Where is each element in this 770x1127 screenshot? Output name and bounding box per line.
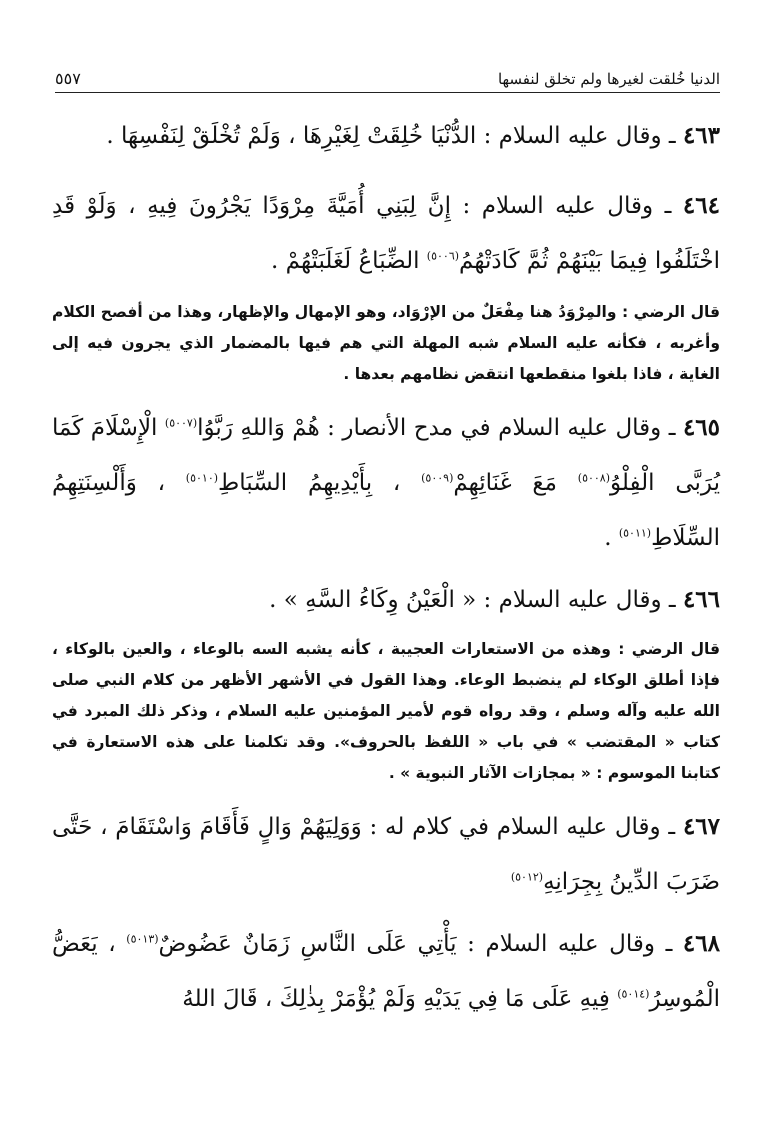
saying-text: ، بِأَيْدِيهِمُ السِّبَاطِ [218,470,422,496]
footnote-marker: (٥٠٠٧) [164,416,198,430]
saying-text: ، يَعَضُّ الْمُوسِرُ [52,931,720,1012]
footnote-marker: (٥٠٠٦) [426,249,460,263]
number-separator: ـ [653,193,683,219]
saying-463 [52,108,720,164]
footnote-marker: (٥٠١١) [618,526,652,540]
saying-text: وقال عليه السلام في كلام له : وَوَلِيَهُمْ وَالٍ فَأَقَامَ وَاسْتَقَامَ ، حَتَّى ضَرَبَ الدِّينُ بِجِرَانِهِ [52,814,720,895]
saying-number: ٤٦٤ [682,192,720,219]
saying-number: ٤٦٧ [682,813,720,840]
saying-text: الْإِسْلَامَ كَمَا يُرَبَّى الْفِلْوُ [52,415,720,496]
number-separator: ـ [661,123,683,149]
saying-text: وقال عليه السلام : إِنَّ لِبَنِي أُمَيَّةَ مِرْوَدًا يَجْرُونَ فِيهِ ، وَلَوْ قَدِ اخْتَلَفُوا فِيمَا بَيْنَهُمْ ثُمَّ كَادَتْهُمُ [52,193,720,274]
saying-text: وقال عليه السلام : يَأْتِي عَلَى النَّاسِ زَمَانٌ عَضُوضٌ [158,931,655,957]
footnote-marker: (٥٠١٣) [126,932,159,946]
saying-text: الضِّبَاعُ لَغَلَبَتْهُمْ . [271,248,427,274]
footnote-marker: (٥٠٠٨) [577,471,611,485]
footnote-marker: (٥٠٠٩) [421,471,454,485]
footnote-marker: (٥٠١٤) [617,987,650,1001]
saying-text: وقال عليه السلام : « الْعَيْنُ وِكَاءُ السَّهِ » . [269,587,662,613]
number-separator: ـ [654,931,683,957]
saying-text: مَعَ غَنَائِهِمْ [453,470,578,496]
saying-number: ٤٦٥ [682,414,720,441]
number-separator: ـ [660,814,683,840]
commentary-note: قال الرضي : والمِرْوَدُ هنا مِفْعَلٌ من الإرْوَاد، وهو الإمهال والإظهار، وهذا من أفصح الكلام وأغربه ، فكأنه عليه السلام شبه المهلة التي هم فيها بالمضمار الذي يجرون فيه إلى الغاية ، فاذا بلغوا منقطعها انتقض نظامهم بعدها . [52,303,720,383]
number-separator: ـ [661,415,683,441]
saying-text: . [604,525,619,551]
running-title: الدنيا خُلقت لغيرها ولم تخلق لنفسها [497,70,720,88]
saying-text: ، وَأَلْسِنَتِهِمُ السِّلَاطِ [52,470,720,551]
commentary-note: قال الرضي : وهذه من الاستعارات العجيبة ، كأنه يشبه السه بالوعاء ، والعين بالوكاء ، فإذا أطلق الوكاء لم ينضبط الوعاء. وهذا القول في الأشهر الأظهر من كلام النبي صلى الله عليه وآله وسلم ، وقد رواه قوم لأمير المؤمنين عليه السلام ، وذكر ذلك المبرد في كتاب « المقتضب » في باب « اللفظ بالحروف». وقد تكلمنا على هذه الاستعارة في كتابنا الموسوم : « بمجازات الآثار النبوية » . [52,640,720,782]
saying-466 [52,572,720,628]
saying-468 [52,916,720,1027]
saying-number: ٤٦٦ [682,586,720,613]
saying-number: ٤٦٨ [682,930,720,957]
saying-text: وقال عليه السلام : الدُّنْيَا خُلِقَتْ لِغَيْرِهَا ، وَلَمْ تُخْلَقْ لِنَفْسِهَا . [106,123,662,149]
number-separator: ـ [661,587,683,613]
saying-text: فِيهِ عَلَى مَا فِي يَدَيْهِ وَلَمْ يُؤْمَرْ بِذٰلِكَ ، قَالَ اللهُ [182,986,618,1012]
page-number: ٥٥٧ [55,69,81,88]
page-header [55,62,720,93]
footnote-marker: (٥٠١٢) [510,870,544,884]
saying-text: وقال عليه السلام في مدح الأنصار : هُمْ وَاللهِ رَبَّوُا [197,415,662,441]
footnote-marker: (٥٠١٠) [185,471,219,485]
page-body [52,108,720,1037]
saying-465 [52,400,720,566]
saying-number: ٤٦٣ [682,122,720,149]
saying-464 [52,178,720,289]
saying-467 [52,799,720,910]
